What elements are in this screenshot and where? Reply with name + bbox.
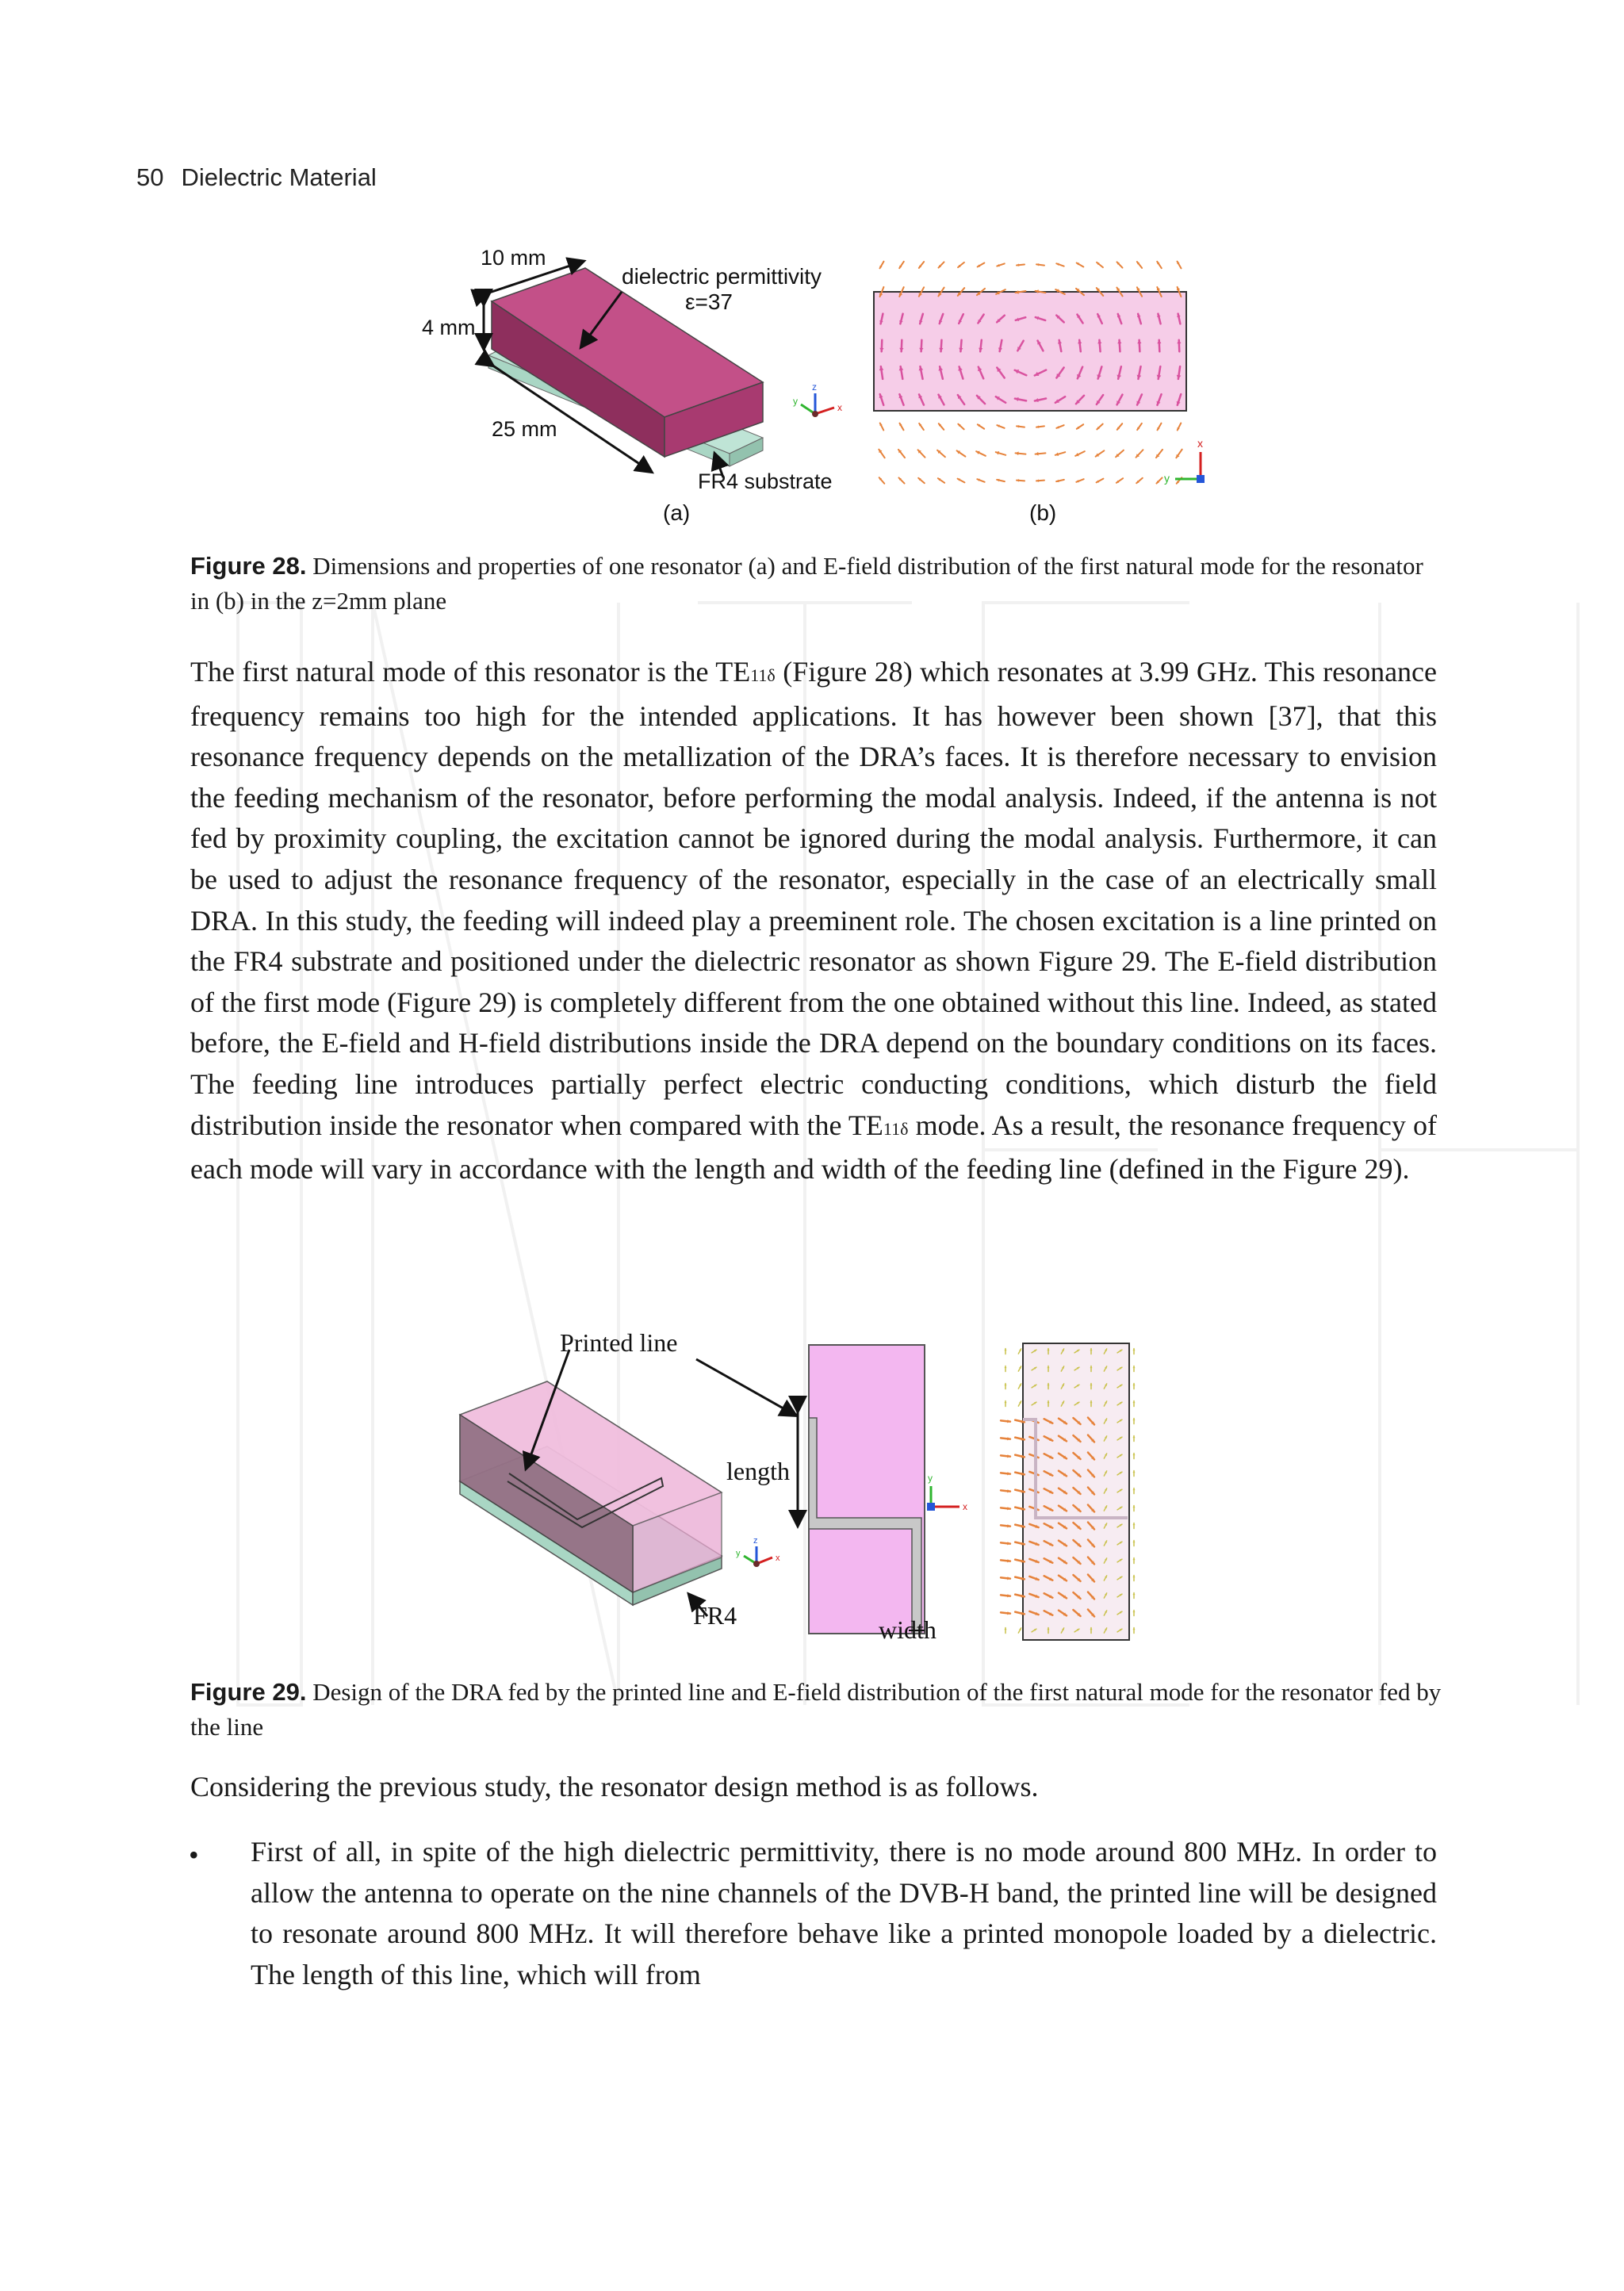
bullet-item: First of all, in spite of the high dielectric permittivity, there is no mode around 800 MHz. In order to allow the antenna to operate on the nine channels of the DVB-H band, the printed line will be designed to resonate around 800 MHz. It will therefore behave like a printed monopole loaded by a dielectric. The length of this line, which will from bbox=[251, 1836, 1437, 1990]
fr4-label: FR4 bbox=[693, 1601, 737, 1630]
axis-y-label: y bbox=[1164, 472, 1170, 485]
paragraph-text-3: mode. As a result, the resonance frequency of each mode will vary in accordance with the length and width of the feeding line (defined in the Figure 29). bbox=[190, 1109, 1437, 1186]
figure-29-caption bbox=[190, 1675, 1443, 1745]
field-arrow-head bbox=[1132, 1384, 1135, 1386]
figure-29-caption-label: Figure 29. bbox=[190, 1678, 307, 1706]
dim-length-label: 25 mm bbox=[492, 417, 557, 441]
mode-subscript: 11δ bbox=[883, 1118, 909, 1139]
field-arrow-head bbox=[1132, 1593, 1135, 1596]
axis-z-label: z bbox=[812, 381, 817, 393]
field-arrow-head bbox=[1016, 451, 1019, 455]
field-arrow-head bbox=[1132, 1506, 1135, 1508]
field-arrow-head bbox=[1004, 1384, 1006, 1386]
dra-top-view bbox=[809, 1345, 925, 1634]
field-arrow-head bbox=[1132, 1558, 1135, 1561]
axis-y-label: y bbox=[736, 1549, 741, 1558]
material-label-line2: ε=37 bbox=[685, 289, 733, 314]
axis-x-label: x bbox=[963, 1501, 967, 1512]
field-arrow-head bbox=[1004, 1628, 1006, 1630]
figure-28-caption bbox=[190, 549, 1443, 619]
field-arrow-head bbox=[1004, 1366, 1006, 1369]
paragraph-text-2: (Figure 28) which resonates at 3.99 GHz. This resonance frequency remains too high for the intended applications. It has however been shown [37], that this resonance frequency depends on the metallization of the DRA’s faces. It is therefore necessary to envision the feeding mechanism of the resonator, before performing the modal analysis. Indeed, if the antenna is not fed by proximity coupling, the excitation cannot be ignored during the modal analysis. Furthermore, it can be used to adjust the resonance frequency of the resonator, especially in the case of an electrically small DRA. In this study, the feeding will indeed play a preeminent role. The chosen excitation is a line printed on the FR4 substrate and positioned under the dielectric resonator as shown Figure 29. The E-field distribution of the first mode (Figure 29) is completely different from the one obtained without this line. Indeed, as stated before, the E-field and H-field distributions inside the DRA depend on the boundary conditions on its faces. The feeding line introduces partially perfect electric conducting conditions, which disturb the field distribution inside the resonator when compared with the TE bbox=[190, 656, 1437, 1141]
axis-x-label: x bbox=[776, 1554, 780, 1563]
field-arrow-head bbox=[1004, 1401, 1006, 1404]
figure-28-panel-b bbox=[864, 254, 1221, 531]
field-arrow-head bbox=[1132, 1523, 1135, 1526]
field-arrow-head bbox=[1132, 1419, 1135, 1421]
axis-triad-3d bbox=[736, 1536, 780, 1567]
field-arrow-head bbox=[1132, 1628, 1135, 1630]
axis-triad-a bbox=[793, 381, 842, 417]
field-arrow-head bbox=[1132, 1436, 1135, 1439]
lead-sentence: Considering the previous study, the resonator design method is as follows. bbox=[190, 1771, 1039, 1803]
running-header bbox=[136, 163, 377, 192]
printed-line-label: Printed line bbox=[560, 1328, 678, 1357]
figure-29-caption-text: Design of the DRA fed by the printed line and E-field distribution of the first natural mode for the resonator fed by the line bbox=[190, 1678, 1442, 1741]
field-arrow-head bbox=[1132, 1488, 1135, 1491]
field-arrow-head bbox=[1132, 1401, 1135, 1404]
panel-b-label: (b) bbox=[1029, 500, 1057, 525]
field-arrow-head bbox=[1017, 479, 1019, 482]
axis-x-label: x bbox=[837, 402, 842, 413]
figure-28-panel-a bbox=[412, 246, 856, 531]
axis-triad-2d bbox=[927, 1473, 967, 1512]
width-label: width bbox=[879, 1615, 936, 1644]
axis-y-label: y bbox=[928, 1473, 933, 1484]
dra-3d-view bbox=[460, 1381, 722, 1605]
body-paragraph-1 bbox=[190, 652, 1437, 1190]
printed-line-pointer-2 bbox=[696, 1359, 795, 1415]
axis-triad-b bbox=[1164, 437, 1205, 485]
dim-height-label: 4 mm bbox=[422, 316, 476, 339]
field-arrow-head bbox=[1132, 1366, 1135, 1369]
figure-29 bbox=[452, 1316, 1182, 1649]
material-label-line1: dielectric permittivity bbox=[622, 264, 822, 289]
panel-a-label: (a) bbox=[663, 500, 691, 525]
page-number: 50 bbox=[136, 163, 164, 191]
mode-subscript: 11δ bbox=[750, 665, 776, 685]
field-arrow-head bbox=[1132, 1454, 1135, 1456]
bullet-marker: • bbox=[189, 1839, 199, 1871]
field-arrow-head bbox=[1132, 1541, 1135, 1543]
substrate-label: FR4 substrate bbox=[698, 469, 833, 493]
field-arrow-head bbox=[1132, 1611, 1135, 1613]
length-label: length bbox=[726, 1457, 790, 1485]
field-arrow-head bbox=[1132, 1349, 1135, 1351]
figure-28-caption-label: Figure 28. bbox=[190, 552, 307, 580]
running-title: Dielectric Material bbox=[181, 163, 377, 191]
axis-y-label: y bbox=[793, 396, 798, 407]
field-arrow-head bbox=[1004, 1349, 1006, 1351]
figure-28-caption-text: Dimensions and properties of one resonator (a) and E-field distribution of the first natural mode for the resonator in (b) in the z=2mm plane bbox=[190, 552, 1423, 615]
field-arrow-head bbox=[1132, 1471, 1135, 1473]
paragraph-text-1: The first natural mode of this resonator is the TE bbox=[190, 656, 751, 688]
field-arrow-head bbox=[1036, 452, 1039, 456]
field-arrow-head bbox=[1132, 1576, 1135, 1578]
axis-z-label: z bbox=[753, 1536, 758, 1546]
field-arrow-head bbox=[1036, 479, 1039, 482]
dim-width-label: 10 mm bbox=[481, 246, 546, 270]
axis-x-label: x bbox=[1197, 437, 1203, 450]
